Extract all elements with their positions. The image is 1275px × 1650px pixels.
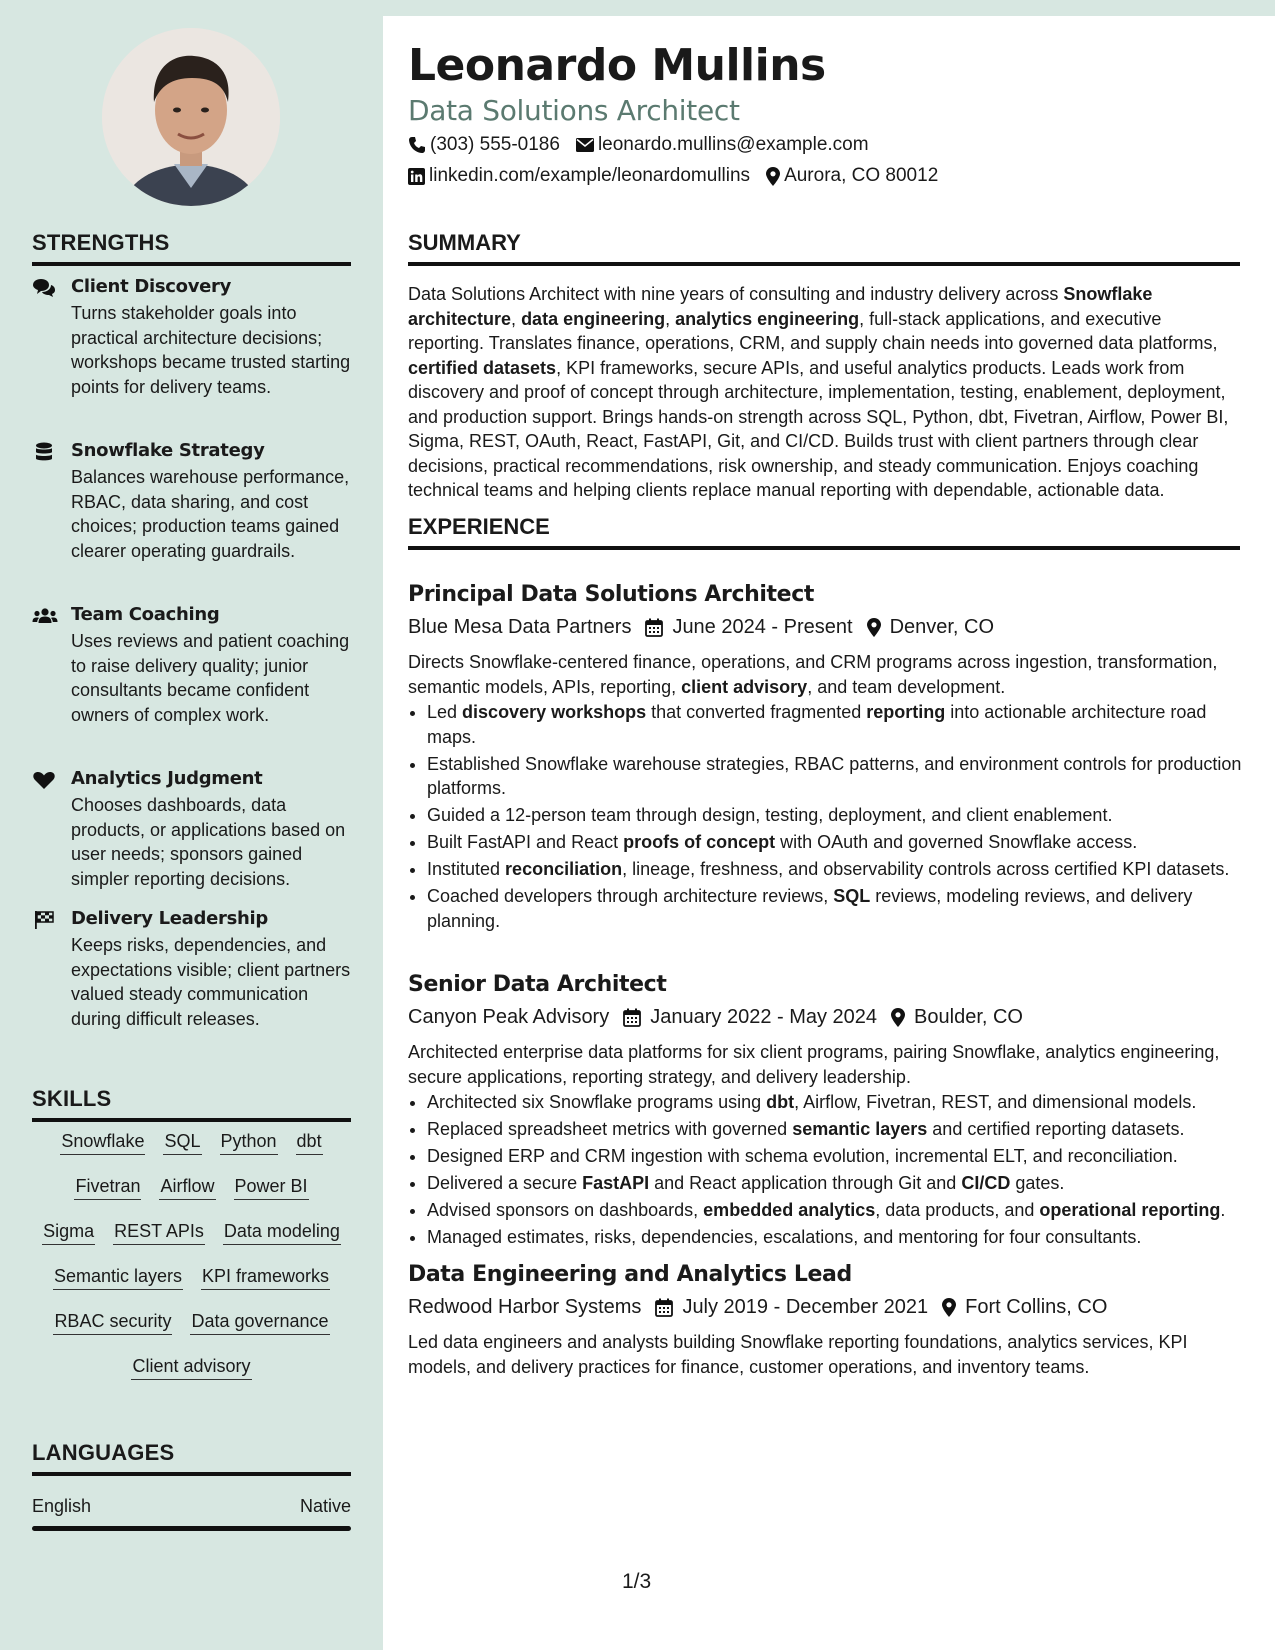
job-company [408, 616, 631, 639]
skills-row [32, 1220, 351, 1265]
text-run: , full-stack applications, and executive reporting. Translates finance, operations, CRM, and supply chain needs into governed data platforms, [408, 308, 1218, 353]
bullet-item [427, 830, 1259, 855]
candidate-title: Data Solutions Architect [408, 94, 740, 127]
summary-heading: SUMMARY [408, 230, 1240, 266]
text-run: , and team development. [807, 676, 1006, 697]
map-pin-icon [867, 618, 881, 637]
dates-text: July 2019 - December 2021 [682, 1296, 929, 1318]
language-name: English [32, 1496, 92, 1516]
text-run: reviews, modeling reviews, and delivery planning. [427, 886, 1193, 931]
page-number: 1/3 [622, 1570, 652, 1593]
text-run: . [1220, 1200, 1226, 1220]
text-run: Led data engineers and analysts building Snowflake reporting foundations, analytics services, KPI models, and delivery practices for finance, customer operations, and inventory teams. [408, 1332, 1188, 1377]
skill-tag: Semantic layers [53, 1265, 183, 1290]
experience-heading: EXPERIENCE [408, 514, 1240, 550]
bullet-item [427, 1117, 1259, 1142]
language-proficiency-bar [32, 1526, 351, 1531]
text-run: , Airflow, Fivetran, REST, and dimensional models. [794, 1092, 1197, 1112]
heart-icon [32, 770, 56, 792]
map-pin-icon [942, 1298, 956, 1317]
skills-row [32, 1130, 351, 1175]
skill-tag: KPI frameworks [201, 1265, 330, 1290]
summary-text [408, 282, 1240, 503]
skill-tag: Data governance [190, 1310, 329, 1335]
text-run: into actionable architecture road maps. [427, 702, 1207, 747]
skill-tag: Power BI [234, 1175, 309, 1200]
strength-description: Turns stakeholder goals into practical architecture decisions; workshops became trusted starting points for delivery teams. [71, 303, 351, 397]
text-run: Advised sponsors on dashboards, [427, 1200, 704, 1220]
skills-row [32, 1355, 351, 1400]
bold-keyword: FastAPI [582, 1173, 650, 1193]
company-name: Redwood Harbor Systems [408, 1296, 642, 1318]
bullet-item [427, 1090, 1259, 1115]
language-level: Native [299, 1496, 351, 1516]
text-run: Delivered a secure [427, 1173, 583, 1193]
chat-bubbles-icon [32, 278, 56, 300]
phone-text: (303) 555-0186 [430, 134, 560, 155]
bold-keyword: SQL [833, 886, 871, 906]
job-dates [623, 1006, 877, 1029]
company-name: Blue Mesa Data Partners [408, 616, 632, 638]
text-run: Directs Snowflake-centered finance, operations, and CRM programs across ingestion, transformation, semantic models, APIs, reporting, [408, 652, 1218, 697]
skill-tag: Python [220, 1130, 278, 1155]
bullet-item [427, 803, 1259, 828]
strength-description: Chooses dashboards, data products, or applications based on user needs; sponsors gained simpler reporting decisions. [71, 795, 346, 889]
database-icon [32, 442, 56, 464]
text-run: and React application through Git and [649, 1173, 962, 1193]
contact-row [408, 165, 954, 187]
job-meta [408, 1296, 1121, 1319]
bold-keyword: data engineering [521, 308, 666, 329]
strengths-heading: STRENGTHS [32, 230, 351, 266]
strength-description: Keeps risks, dependencies, and expectations visible; client partners valued steady communication during difficult releases. [71, 935, 351, 1029]
bold-keyword: analytics engineering [675, 308, 860, 329]
job-bullets [408, 700, 1259, 936]
strength-description: Uses reviews and patient coaching to raise delivery quality; junior consultants became confident owners of complex work. [71, 631, 350, 725]
location-text: Fort Collins, CO [965, 1296, 1108, 1318]
text-run: Replaced spreadsheet metrics with governed [427, 1119, 793, 1139]
bullet-item [427, 700, 1259, 749]
text-run: Architected enterprise data platforms for six client programs, pairing Snowflake, analytics engineering, secure applications, reporting strategy, and delivery leadership. [408, 1042, 1220, 1087]
strength-title: Team Coaching [71, 604, 220, 625]
skill-tag: SQL [163, 1130, 201, 1155]
job-role: Data Engineering and Analytics Lead [408, 1262, 852, 1287]
phone-icon [408, 136, 426, 154]
skill-tag: Snowflake [60, 1130, 145, 1155]
job-meta [408, 616, 1008, 639]
skill-tag: Sigma [42, 1220, 95, 1245]
linkedin-text: linkedin.com/example/leonardomullins [429, 165, 751, 186]
candidate-name: Leonardo Mullins [408, 40, 826, 91]
bullet-item [427, 1144, 1259, 1169]
calendar-icon [655, 1298, 673, 1317]
text-run: Managed estimates, risks, dependencies, escalations, and mentoring for four consultants. [427, 1227, 1142, 1247]
checkered-flag-icon [32, 910, 56, 932]
job-location [891, 1006, 1023, 1029]
skills-row [32, 1265, 351, 1310]
text-run: , [511, 308, 522, 329]
strength-description: Balances warehouse performance, RBAC, data sharing, and cost choices; production teams gained clearer operating guardrails. [71, 467, 350, 561]
bullet-item [427, 752, 1259, 801]
languages-heading: LANGUAGES [32, 1440, 351, 1476]
text-run: Designed ERP and CRM ingestion with schema evolution, incremental ELT, and reconciliation. [427, 1146, 1178, 1166]
job-dates [655, 1296, 928, 1319]
envelope-icon [576, 138, 594, 152]
text-run: , KPI frameworks, secure APIs, and useful analytics products. Leads work from discovery and proof of concept through architecture, implementation, testing, enablement, deployment, and production support. Brings hands-on strength across SQL, Python, dbt, Fivetran, Airflow, Power BI, Sigma, REST, OAuth, React, FastAPI, Git, and CI/CD. Builds trust with client partners through clear decisions, practical recommendations, risk ownership, and steady communication. Enjoys coaching technical teams and helping clients replace manual reporting with dependable, actionable data. [408, 357, 1229, 500]
location-text: Boulder, CO [914, 1006, 1023, 1028]
email-text: leonardo.mullins@example.com [597, 134, 869, 155]
dates-text: January 2022 - May 2024 [650, 1006, 878, 1028]
text-run: , data products, and [875, 1200, 1040, 1220]
calendar-icon [623, 1008, 641, 1027]
bold-keyword: client advisory [681, 676, 808, 697]
linkedin-icon [408, 168, 425, 185]
text-run: that converted fragmented [646, 702, 867, 722]
team-icon [32, 606, 56, 628]
job-bullets [408, 1090, 1259, 1252]
calendar-icon [645, 618, 663, 637]
job-company [408, 1006, 609, 1029]
text-run: Instituted [427, 859, 506, 879]
job-intro [408, 1330, 1240, 1379]
bold-keyword: reporting [866, 702, 946, 722]
bullet-item [427, 884, 1259, 933]
bold-keyword: certified datasets [408, 357, 557, 378]
top-accent-strip [383, 0, 1275, 16]
bullet-item [427, 1225, 1259, 1250]
text-run: Coached developers through architecture reviews, [427, 886, 834, 906]
skill-tag: REST APIs [113, 1220, 205, 1245]
profile-photo [102, 28, 280, 206]
job-location [867, 616, 994, 639]
text-run: and certified reporting datasets. [927, 1119, 1185, 1139]
bold-keyword: Snowflake architecture [408, 284, 1153, 329]
contact-row [408, 134, 885, 156]
bold-keyword: semantic layers [792, 1119, 928, 1139]
email-contact[interactable] [576, 134, 869, 156]
text-run: , lineage, freshness, and observability controls across certified KPI datasets. [622, 859, 1230, 879]
bold-keyword: dbt [766, 1092, 795, 1112]
strength-title: Client Discovery [71, 276, 232, 297]
bold-keyword: embedded analytics [703, 1200, 876, 1220]
strength-title: Delivery Leadership [71, 908, 268, 929]
text-run: Established Snowflake warehouse strategies, RBAC patterns, and environment controls for production platforms. [427, 753, 1242, 798]
bullet-item [427, 1171, 1259, 1196]
text-run: Led [427, 702, 463, 722]
text-run: Guided a 12-person team through design, testing, deployment, and client enablement. [427, 805, 1113, 825]
person-portrait-icon [102, 28, 280, 206]
skill-tag: dbt [296, 1130, 323, 1155]
skill-tag: RBAC security [53, 1310, 172, 1335]
location-text: Aurora, CO 80012 [784, 165, 939, 186]
map-pin-icon [891, 1008, 905, 1027]
skill-tag: Client advisory [131, 1355, 251, 1380]
job-intro [408, 1040, 1240, 1089]
phone-contact [408, 134, 560, 156]
language-row [32, 1496, 351, 1517]
bold-keyword: reconciliation [505, 859, 623, 879]
skills-row [32, 1175, 351, 1220]
text-run: Architected six Snowflake programs using [427, 1092, 767, 1112]
bullet-item [427, 857, 1259, 882]
linkedin-contact[interactable] [408, 165, 750, 187]
job-dates [645, 616, 852, 639]
company-name: Canyon Peak Advisory [408, 1006, 610, 1028]
location-contact [766, 165, 938, 187]
job-role: Senior Data Architect [408, 972, 667, 997]
location-text: Denver, CO [889, 616, 995, 638]
bold-keyword: CI/CD [961, 1173, 1011, 1193]
bullet-item [427, 1198, 1259, 1223]
text-run: Data Solutions Architect with nine years of consulting and industry delivery across [408, 284, 1064, 304]
skill-tag: Airflow [159, 1175, 215, 1200]
strength-title: Snowflake Strategy [71, 440, 265, 461]
skills-row [32, 1310, 351, 1355]
job-company [408, 1296, 641, 1319]
job-meta [408, 1006, 1037, 1029]
job-location [942, 1296, 1107, 1319]
map-pin-icon [766, 167, 780, 186]
skill-tag: Fivetran [74, 1175, 141, 1200]
job-role: Principal Data Solutions Architect [408, 582, 814, 607]
text-run: gates. [1010, 1173, 1065, 1193]
dates-text: June 2024 - Present [672, 616, 853, 638]
skills-list [32, 1130, 351, 1400]
text-run: Built FastAPI and React [427, 832, 624, 852]
text-run: with OAuth and governed Snowflake access. [775, 832, 1138, 852]
skill-tag: Data modeling [223, 1220, 341, 1245]
text-run: , [665, 308, 676, 329]
job-intro [408, 650, 1240, 699]
bold-keyword: discovery workshops [462, 702, 647, 722]
strength-title: Analytics Judgment [71, 768, 263, 789]
bold-keyword: operational reporting [1039, 1200, 1221, 1220]
bold-keyword: proofs of concept [623, 832, 776, 852]
skills-heading: SKILLS [32, 1086, 351, 1122]
